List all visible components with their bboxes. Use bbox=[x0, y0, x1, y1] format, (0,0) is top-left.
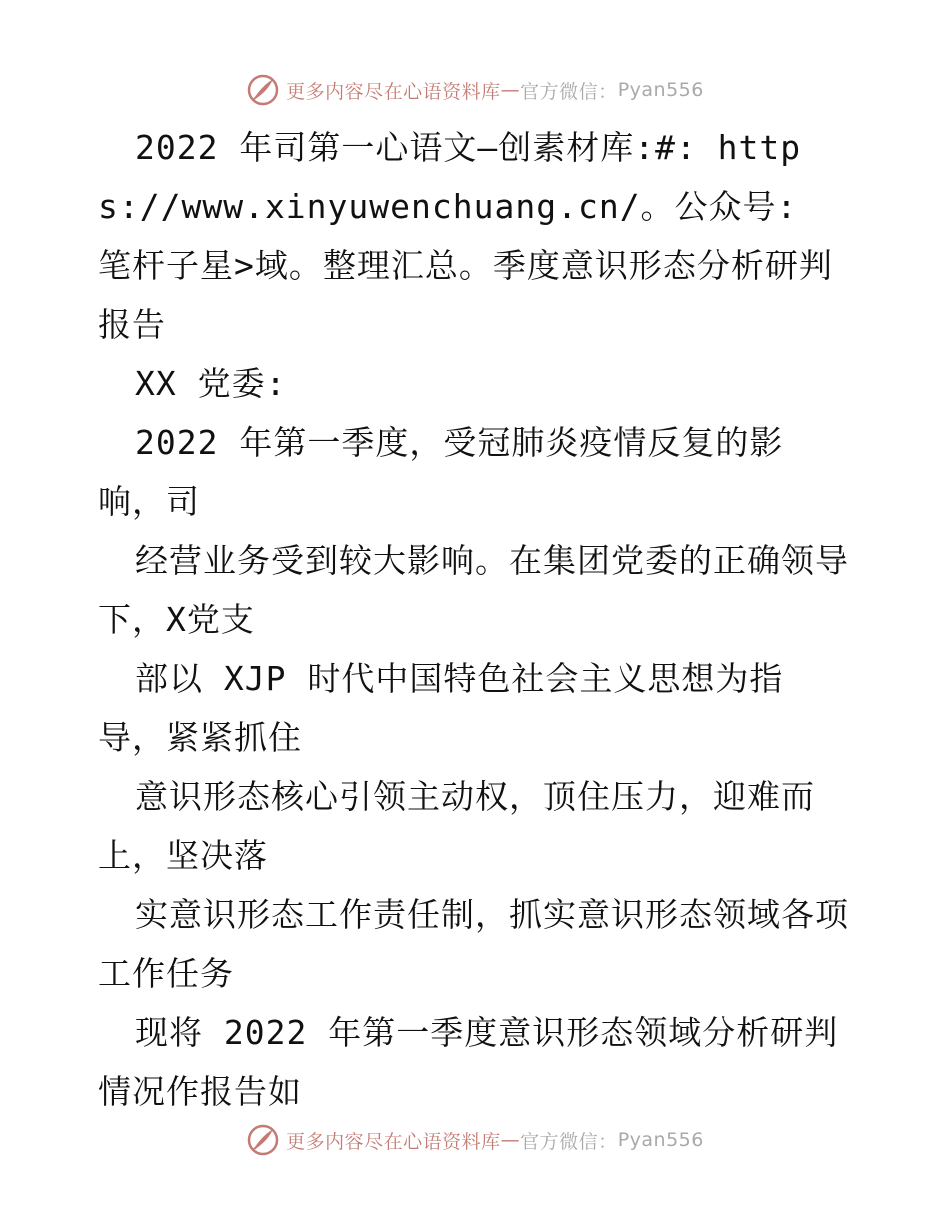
banner-wechat-label: 官方微信： bbox=[520, 80, 618, 103]
paragraph-body-3: 部以 XJP 时代中国特色社会主义思想为指导，紧紧抓住 bbox=[98, 659, 784, 757]
banner-wechat-label: 官方微信： bbox=[520, 1130, 618, 1153]
paragraph-body-5: 实意识形态工作责任制，抓实意识形态领域各项工作任务 bbox=[98, 895, 849, 993]
banner-lead-text: 更多内容尽在心语资料库 bbox=[286, 1130, 501, 1153]
paragraph-title: 2022 年司第一心语文—创素材库:#: https://www.xinyuwenchuang.cn/。公众号: 笔杆子星>域。整理汇总。季度意识形态分析研判报告 bbox=[98, 128, 833, 344]
paragraph-body-6: 现将 2022 年第一季度意识形态领域分析研判情况作报告如 bbox=[98, 1013, 839, 1111]
banner-lead-text: 更多内容尽在心语资料库 bbox=[286, 80, 501, 103]
banner-wechat-handle: Pyan556 bbox=[617, 79, 704, 101]
paragraph-body-1: 2022 年第一季度，受冠肺炎疫情反复的影响，司 bbox=[98, 423, 784, 521]
quill-pen-logo-icon bbox=[246, 1123, 280, 1157]
paragraph-salutation: XX 党委: bbox=[135, 364, 287, 403]
banner-dash: — bbox=[500, 79, 521, 101]
paragraph-body-4: 意识形态核心引领主动权，顶住压力，迎难而上，坚决落 bbox=[98, 777, 815, 875]
quill-pen-logo-icon bbox=[246, 73, 280, 107]
header-watermark-banner bbox=[0, 70, 950, 110]
paragraph-body-2: 经营业务受到较大影响。在集团党委的正确领导下，X党支 bbox=[98, 541, 849, 639]
banner-dash: — bbox=[500, 1129, 521, 1151]
banner-wechat-handle: Pyan556 bbox=[617, 1129, 704, 1151]
footer-watermark-banner bbox=[0, 1120, 950, 1160]
document-body bbox=[98, 118, 850, 1121]
